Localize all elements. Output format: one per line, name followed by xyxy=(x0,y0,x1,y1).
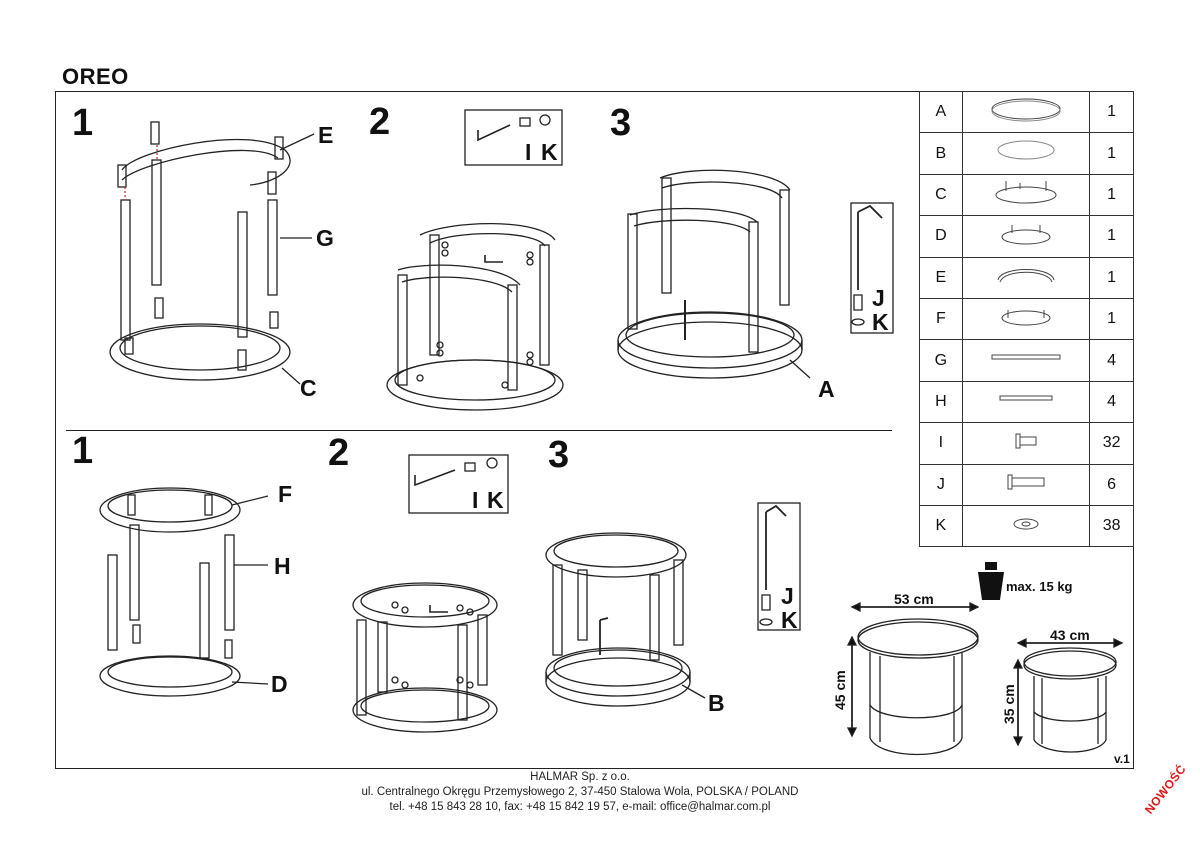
step-number: 2 xyxy=(328,432,350,474)
ring-with-posts-small-icon xyxy=(962,216,1090,257)
part-quantity: 6 xyxy=(1090,464,1134,505)
footer-company-name: HALMAR Sp. z o.o. xyxy=(530,771,630,783)
document-title: OREO xyxy=(62,64,129,89)
part-code: J xyxy=(920,464,963,505)
parts-row xyxy=(920,92,1134,133)
parts-row xyxy=(920,464,1134,505)
part-code: F xyxy=(920,298,963,339)
parts-row xyxy=(920,505,1134,546)
part-code: E xyxy=(920,257,963,298)
part-code: D xyxy=(920,216,963,257)
bolt-short-icon xyxy=(962,423,1090,464)
half-ring-large-icon xyxy=(962,257,1090,298)
part-label-k: K xyxy=(781,607,798,633)
part-code: H xyxy=(920,381,963,422)
washer-icon xyxy=(962,505,1090,546)
step-number: 1 xyxy=(72,102,94,144)
part-label-j: J xyxy=(872,285,885,311)
part-label-c: C xyxy=(300,375,317,401)
part-quantity: 1 xyxy=(1090,216,1134,257)
footer-contact: tel. +48 15 843 28 10, fax: +48 15 842 19 57, e-mail: office@halmar.com.pl xyxy=(389,801,771,813)
part-quantity: 1 xyxy=(1090,92,1134,133)
top-step1-frame-drawing xyxy=(110,122,314,384)
part-label-d: D xyxy=(271,671,288,697)
dimension-drawings xyxy=(848,562,1122,755)
long-bar-icon xyxy=(962,340,1090,381)
part-label-i: I xyxy=(472,487,479,513)
part-label-f: F xyxy=(278,481,293,507)
part-quantity: 38 xyxy=(1090,505,1134,546)
part-code: K xyxy=(920,505,963,546)
parts-list-table xyxy=(919,91,1134,547)
parts-row xyxy=(920,216,1134,257)
part-label-k: K xyxy=(541,139,558,165)
large-table-width: 53 cm xyxy=(894,591,934,607)
parts-row xyxy=(920,174,1134,215)
version-label: v.1 xyxy=(1114,752,1130,766)
step-number: 3 xyxy=(610,102,632,144)
parts-row xyxy=(920,133,1134,174)
part-code: B xyxy=(920,133,963,174)
bolt-long-icon xyxy=(962,464,1090,505)
step-number: 3 xyxy=(548,434,570,476)
short-bar-icon xyxy=(962,381,1090,422)
bottom-step1-drawing xyxy=(100,488,268,696)
max-load-label: max. 15 kg xyxy=(1006,579,1073,594)
part-label-a: A xyxy=(818,376,835,402)
ring-with-posts-large-icon xyxy=(962,174,1090,215)
part-label-h: H xyxy=(274,553,291,579)
part-code: G xyxy=(920,340,963,381)
part-code: A xyxy=(920,92,963,133)
part-quantity: 4 xyxy=(1090,381,1134,422)
part-label-k: K xyxy=(872,309,889,335)
new-product-stamp: NOWOŚĆ xyxy=(1142,762,1189,817)
step-number: 1 xyxy=(72,430,94,472)
parts-row xyxy=(920,423,1134,464)
small-table-height: 35 cm xyxy=(1001,684,1017,724)
part-quantity: 32 xyxy=(1090,423,1134,464)
top-step3-drawing xyxy=(618,170,893,378)
part-quantity: 1 xyxy=(1090,174,1134,215)
ring-small-icon xyxy=(962,298,1090,339)
round-top-small-icon xyxy=(962,133,1090,174)
part-quantity: 1 xyxy=(1090,298,1134,339)
part-label-k: K xyxy=(487,487,504,513)
round-top-large-icon xyxy=(962,92,1090,133)
bottom-step2-drawing xyxy=(353,455,508,732)
parts-row xyxy=(920,381,1134,422)
footer-address: ul. Centralnego Okręgu Przemysłowego 2, 37-450 Stalowa Wola, POLSKA / POLAND xyxy=(361,786,799,798)
part-label-b: B xyxy=(708,690,725,716)
part-quantity: 1 xyxy=(1090,257,1134,298)
part-code: I xyxy=(920,423,963,464)
part-code: C xyxy=(920,174,963,215)
large-table-height: 45 cm xyxy=(832,670,848,710)
part-label-j: J xyxy=(781,583,794,609)
parts-row xyxy=(920,340,1134,381)
part-quantity: 1 xyxy=(1090,133,1134,174)
part-label-e: E xyxy=(318,122,334,148)
top-step2-drawing xyxy=(387,110,563,410)
parts-row xyxy=(920,257,1134,298)
small-table-width: 43 cm xyxy=(1050,627,1090,643)
part-label-g: G xyxy=(316,225,334,251)
part-label-i: I xyxy=(525,139,532,165)
bottom-step3-drawing xyxy=(546,503,800,706)
step-number: 2 xyxy=(369,101,391,143)
parts-row xyxy=(920,298,1134,339)
part-quantity: 4 xyxy=(1090,340,1134,381)
company-footer xyxy=(300,770,860,815)
